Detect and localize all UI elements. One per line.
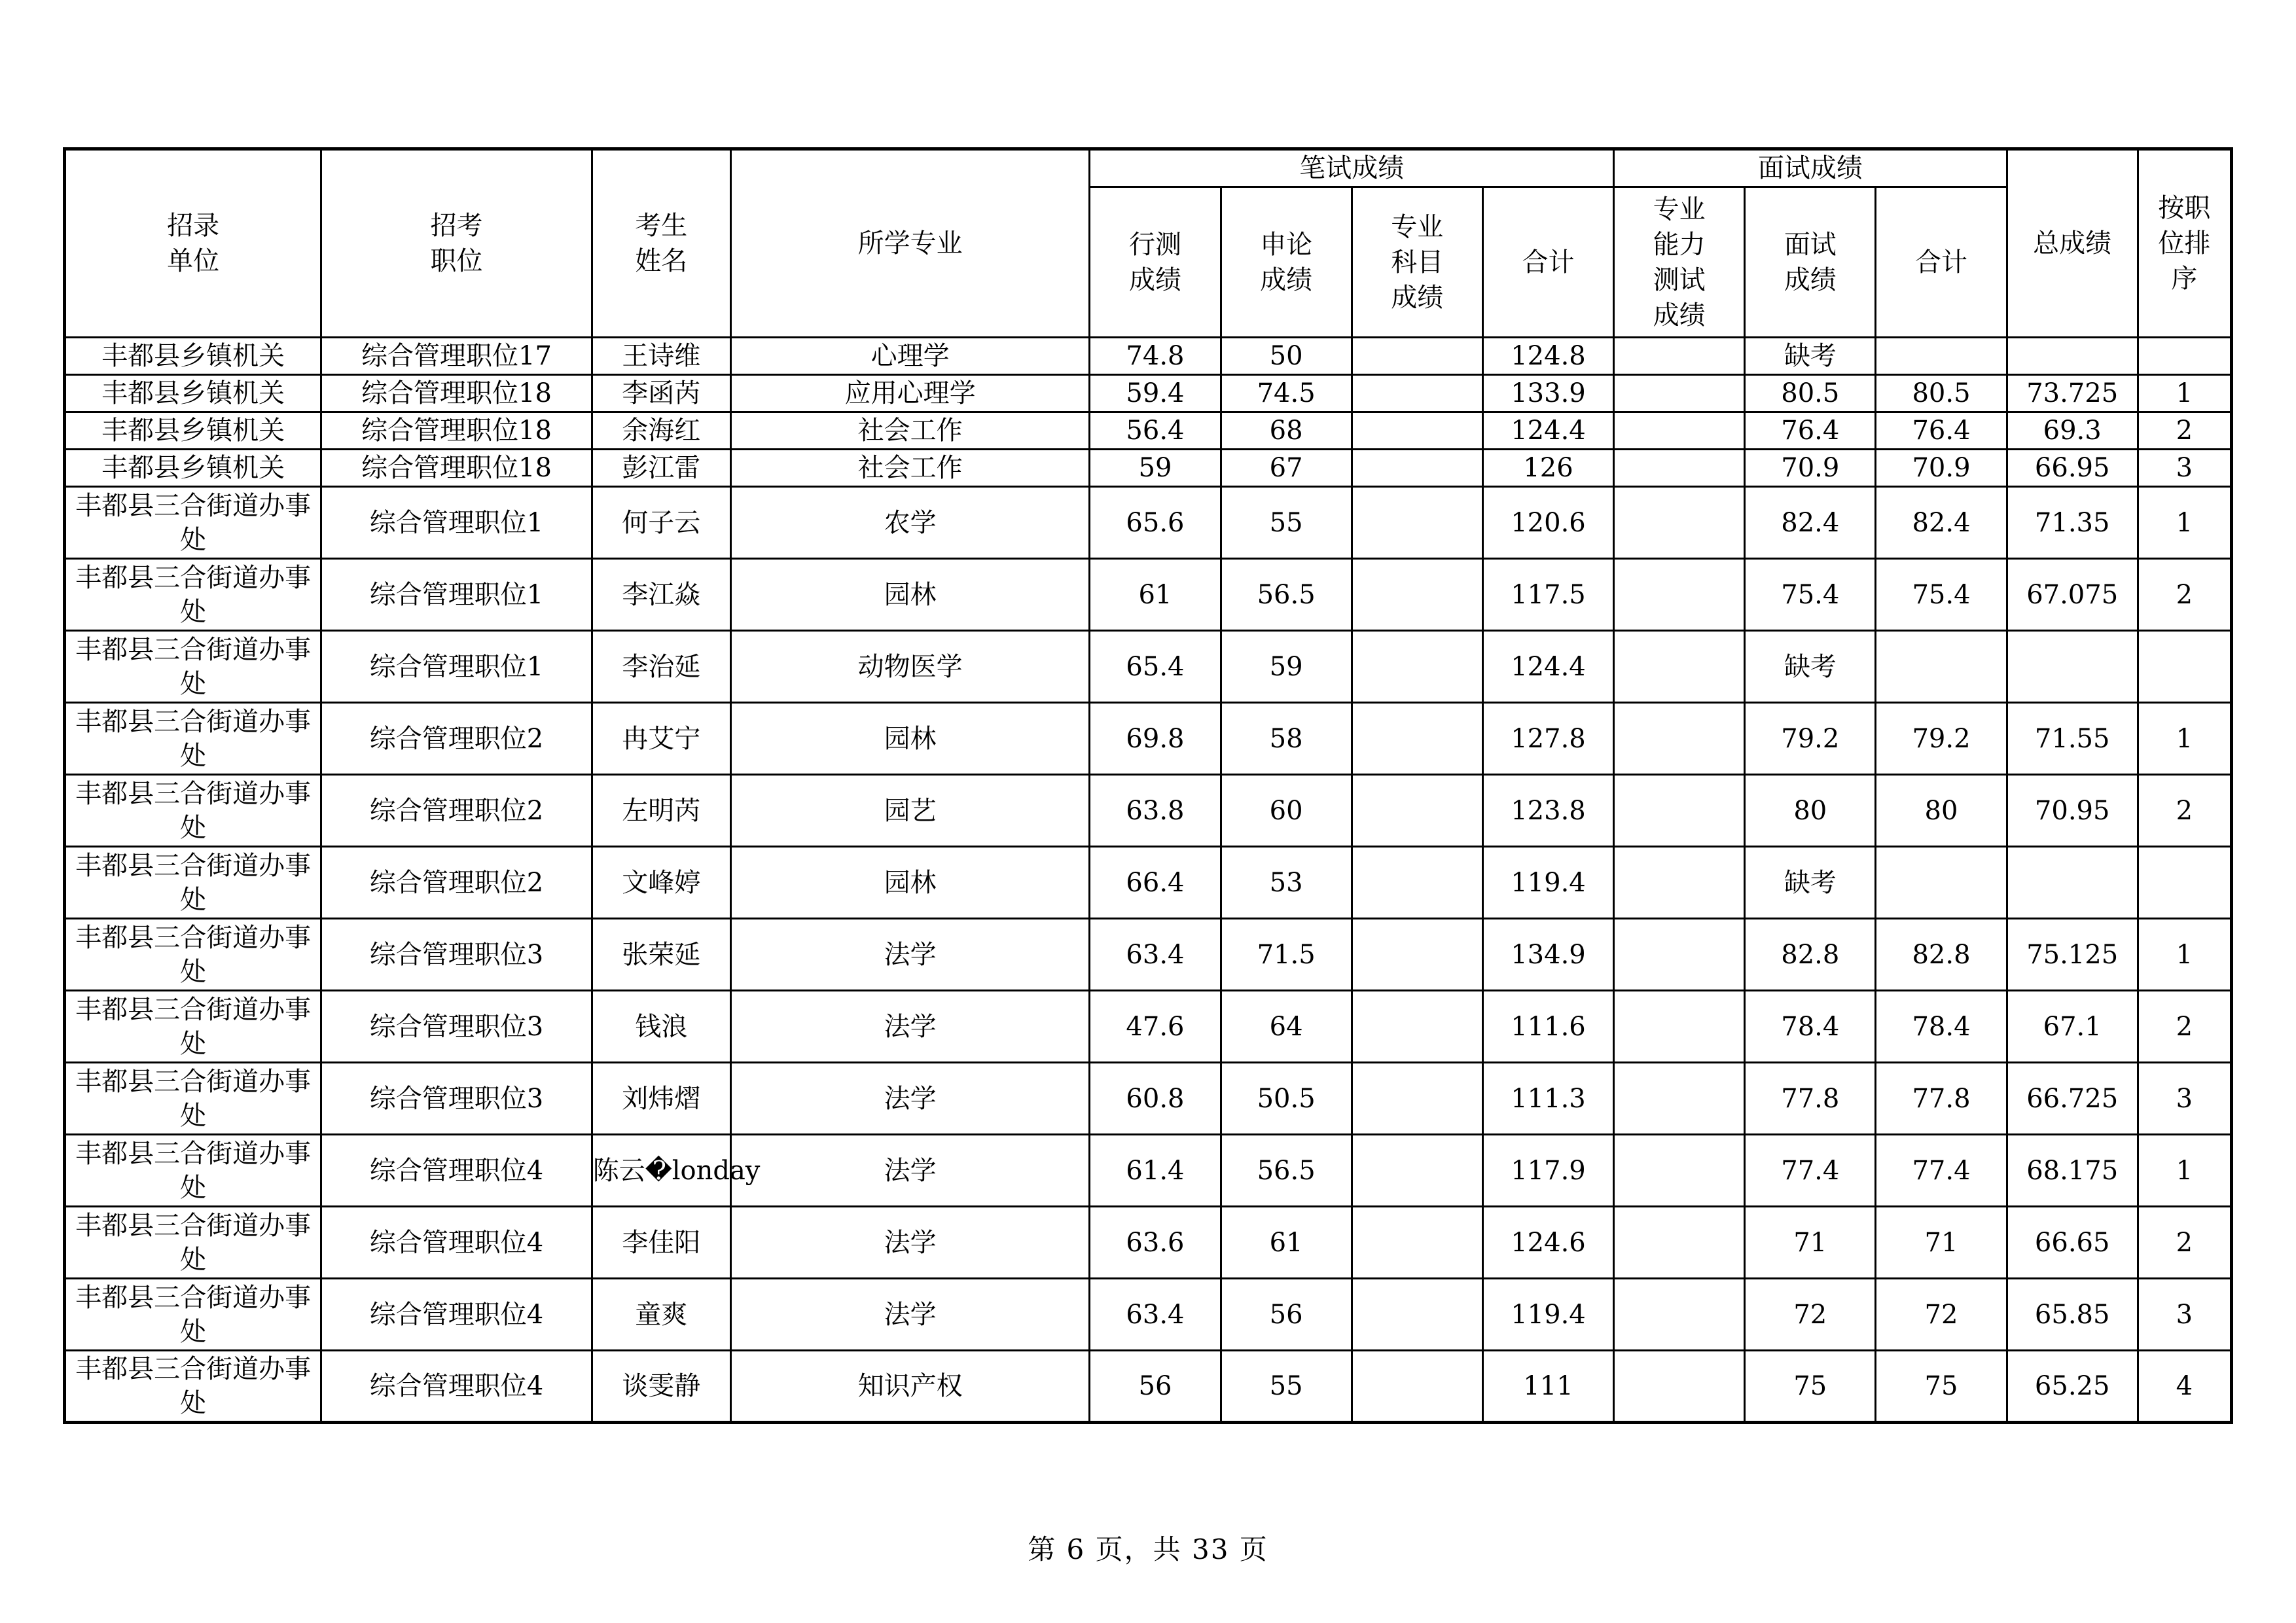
cell-position: 综合管理职位4 xyxy=(321,1279,592,1351)
cell-xingce: 60.8 xyxy=(1090,1063,1221,1135)
cell-shenlun: 55 xyxy=(1221,1351,1352,1423)
cell-total: 75.125 xyxy=(2007,919,2138,991)
cell-total: 66.725 xyxy=(2007,1063,2138,1135)
page-footer: 第 6 页，共 33 页 xyxy=(1028,1533,1268,1565)
cell-major: 法学 xyxy=(730,1207,1089,1279)
cell-rank xyxy=(2138,631,2231,703)
table-row xyxy=(65,375,2232,412)
cell-ability xyxy=(1614,1135,1745,1207)
cell-subject xyxy=(1352,1207,1482,1279)
header-rank: 按职 位排 序 xyxy=(2138,149,2231,338)
cell-major: 法学 xyxy=(730,1063,1089,1135)
cell-name: 钱浪 xyxy=(592,991,730,1063)
cell-shenlun: 58 xyxy=(1221,703,1352,775)
cell-xingce: 74.8 xyxy=(1090,338,1221,375)
cell-xingce: 65.4 xyxy=(1090,631,1221,703)
cell-major: 法学 xyxy=(730,919,1089,991)
cell-interview-total: 82.8 xyxy=(1876,919,2007,991)
cell-ability xyxy=(1614,450,1745,487)
cell-interview-score: 76.4 xyxy=(1745,412,1876,450)
cell-position: 综合管理职位3 xyxy=(321,919,592,991)
cell-unit: 丰都县三合街道办事处 xyxy=(65,1207,321,1279)
cell-ability xyxy=(1614,919,1745,991)
cell-ability xyxy=(1614,1351,1745,1423)
cell-shenlun: 60 xyxy=(1221,775,1352,847)
cell-ability xyxy=(1614,1063,1745,1135)
cell-ability xyxy=(1614,375,1745,412)
table-row xyxy=(65,487,2232,559)
cell-subject xyxy=(1352,450,1482,487)
cell-rank: 3 xyxy=(2138,1063,2231,1135)
table-row xyxy=(65,559,2232,631)
cell-ability xyxy=(1614,412,1745,450)
cell-unit: 丰都县三合街道办事处 xyxy=(65,1279,321,1351)
cell-name: 冉艾宁 xyxy=(592,703,730,775)
cell-name: 张荣延 xyxy=(592,919,730,991)
cell-xingce: 65.6 xyxy=(1090,487,1221,559)
header-position: 招考 职位 xyxy=(321,149,592,338)
cell-subject xyxy=(1352,412,1482,450)
cell-interview-score: 71 xyxy=(1745,1207,1876,1279)
cell-subject xyxy=(1352,631,1482,703)
cell-xingce: 63.8 xyxy=(1090,775,1221,847)
cell-rank: 4 xyxy=(2138,1351,2231,1423)
cell-rank: 2 xyxy=(2138,991,2231,1063)
cell-major: 农学 xyxy=(730,487,1089,559)
cell-major: 动物医学 xyxy=(730,631,1089,703)
cell-subject xyxy=(1352,775,1482,847)
cell-major: 法学 xyxy=(730,1135,1089,1207)
cell-position: 综合管理职位3 xyxy=(321,991,592,1063)
header-interview-group: 面试成绩 xyxy=(1614,149,2007,187)
cell-name: 李治延 xyxy=(592,631,730,703)
cell-interview-total: 80.5 xyxy=(1876,375,2007,412)
cell-ability xyxy=(1614,559,1745,631)
cell-name: 陈云�londay xyxy=(592,1135,730,1207)
cell-rank: 2 xyxy=(2138,775,2231,847)
table-row xyxy=(65,631,2232,703)
cell-rank: 2 xyxy=(2138,1207,2231,1279)
cell-major: 社会工作 xyxy=(730,450,1089,487)
cell-subject xyxy=(1352,559,1482,631)
cell-position: 综合管理职位3 xyxy=(321,1063,592,1135)
cell-interview-total: 71 xyxy=(1876,1207,2007,1279)
header-shenlun: 申论 成绩 xyxy=(1221,187,1352,338)
header-interview-score: 面试 成绩 xyxy=(1745,187,1876,338)
cell-name: 李佳阳 xyxy=(592,1207,730,1279)
cell-name: 童爽 xyxy=(592,1279,730,1351)
cell-xingce: 69.8 xyxy=(1090,703,1221,775)
header-name: 考生 姓名 xyxy=(592,149,730,338)
cell-total: 67.1 xyxy=(2007,991,2138,1063)
cell-interview-total: 77.4 xyxy=(1876,1135,2007,1207)
cell-shenlun: 68 xyxy=(1221,412,1352,450)
cell-total: 65.85 xyxy=(2007,1279,2138,1351)
cell-written-total: 111.3 xyxy=(1482,1063,1613,1135)
cell-shenlun: 64 xyxy=(1221,991,1352,1063)
cell-subject xyxy=(1352,703,1482,775)
cell-total: 69.3 xyxy=(2007,412,2138,450)
cell-ability xyxy=(1614,703,1745,775)
cell-written-total: 124.6 xyxy=(1482,1207,1613,1279)
cell-xingce: 56.4 xyxy=(1090,412,1221,450)
cell-interview-total: 75.4 xyxy=(1876,559,2007,631)
cell-position: 综合管理职位2 xyxy=(321,703,592,775)
header-xingce: 行测 成绩 xyxy=(1090,187,1221,338)
cell-rank: 3 xyxy=(2138,450,2231,487)
cell-rank: 1 xyxy=(2138,375,2231,412)
cell-interview-score: 82.4 xyxy=(1745,487,1876,559)
cell-unit: 丰都县乡镇机关 xyxy=(65,375,321,412)
cell-major: 园艺 xyxy=(730,775,1089,847)
cell-total: 73.725 xyxy=(2007,375,2138,412)
cell-position: 综合管理职位4 xyxy=(321,1207,592,1279)
cell-interview-score: 75.4 xyxy=(1745,559,1876,631)
cell-position: 综合管理职位2 xyxy=(321,775,592,847)
score-table xyxy=(63,147,2233,1424)
cell-interview-total xyxy=(1876,338,2007,375)
cell-rank: 1 xyxy=(2138,919,2231,991)
cell-interview-score: 缺考 xyxy=(1745,338,1876,375)
cell-unit: 丰都县三合街道办事处 xyxy=(65,487,321,559)
cell-xingce: 66.4 xyxy=(1090,847,1221,919)
cell-shenlun: 55 xyxy=(1221,487,1352,559)
cell-interview-score: 72 xyxy=(1745,1279,1876,1351)
table-row xyxy=(65,1351,2232,1423)
cell-interview-total: 70.9 xyxy=(1876,450,2007,487)
cell-xingce: 47.6 xyxy=(1090,991,1221,1063)
cell-interview-total: 80 xyxy=(1876,775,2007,847)
cell-written-total: 119.4 xyxy=(1482,1279,1613,1351)
cell-shenlun: 50 xyxy=(1221,338,1352,375)
cell-unit: 丰都县三合街道办事处 xyxy=(65,1351,321,1423)
cell-interview-score: 77.8 xyxy=(1745,1063,1876,1135)
cell-written-total: 111.6 xyxy=(1482,991,1613,1063)
cell-written-total: 123.8 xyxy=(1482,775,1613,847)
cell-interview-total: 77.8 xyxy=(1876,1063,2007,1135)
cell-ability xyxy=(1614,338,1745,375)
cell-subject xyxy=(1352,919,1482,991)
cell-xingce: 61.4 xyxy=(1090,1135,1221,1207)
cell-major: 应用心理学 xyxy=(730,375,1089,412)
cell-interview-score: 82.8 xyxy=(1745,919,1876,991)
table-row xyxy=(65,775,2232,847)
cell-written-total: 134.9 xyxy=(1482,919,1613,991)
cell-unit: 丰都县三合街道办事处 xyxy=(65,991,321,1063)
cell-shenlun: 56.5 xyxy=(1221,1135,1352,1207)
cell-xingce: 56 xyxy=(1090,1351,1221,1423)
cell-interview-total: 76.4 xyxy=(1876,412,2007,450)
cell-total: 66.65 xyxy=(2007,1207,2138,1279)
cell-subject xyxy=(1352,338,1482,375)
cell-total xyxy=(2007,631,2138,703)
cell-interview-total: 75 xyxy=(1876,1351,2007,1423)
cell-xingce: 63.6 xyxy=(1090,1207,1221,1279)
cell-interview-score: 78.4 xyxy=(1745,991,1876,1063)
table-row xyxy=(65,412,2232,450)
cell-xingce: 61 xyxy=(1090,559,1221,631)
cell-subject xyxy=(1352,1063,1482,1135)
cell-ability xyxy=(1614,631,1745,703)
cell-subject xyxy=(1352,1279,1482,1351)
cell-written-total: 111 xyxy=(1482,1351,1613,1423)
cell-name: 彭江雷 xyxy=(592,450,730,487)
cell-total xyxy=(2007,338,2138,375)
cell-written-total: 119.4 xyxy=(1482,847,1613,919)
header-subject: 专业 科目 成绩 xyxy=(1352,187,1482,338)
cell-name: 何子云 xyxy=(592,487,730,559)
cell-rank: 1 xyxy=(2138,703,2231,775)
cell-interview-score: 75 xyxy=(1745,1351,1876,1423)
cell-rank xyxy=(2138,847,2231,919)
cell-interview-score: 缺考 xyxy=(1745,631,1876,703)
cell-unit: 丰都县三合街道办事处 xyxy=(65,1063,321,1135)
cell-xingce: 59.4 xyxy=(1090,375,1221,412)
score-body xyxy=(65,338,2232,1423)
cell-position: 综合管理职位4 xyxy=(321,1351,592,1423)
cell-interview-total: 82.4 xyxy=(1876,487,2007,559)
cell-major: 社会工作 xyxy=(730,412,1089,450)
cell-subject xyxy=(1352,847,1482,919)
cell-name: 刘炜熠 xyxy=(592,1063,730,1135)
header-interview-total: 合计 xyxy=(1876,187,2007,338)
cell-interview-score: 缺考 xyxy=(1745,847,1876,919)
cell-interview-score: 77.4 xyxy=(1745,1135,1876,1207)
cell-total: 65.25 xyxy=(2007,1351,2138,1423)
cell-shenlun: 67 xyxy=(1221,450,1352,487)
cell-name: 王诗维 xyxy=(592,338,730,375)
cell-subject xyxy=(1352,1351,1482,1423)
cell-shenlun: 56.5 xyxy=(1221,559,1352,631)
cell-subject xyxy=(1352,991,1482,1063)
cell-interview-score: 80.5 xyxy=(1745,375,1876,412)
cell-name: 左明芮 xyxy=(592,775,730,847)
cell-total: 68.175 xyxy=(2007,1135,2138,1207)
table-row xyxy=(65,919,2232,991)
cell-ability xyxy=(1614,991,1745,1063)
table-row xyxy=(65,1063,2232,1135)
cell-interview-score: 80 xyxy=(1745,775,1876,847)
cell-rank: 3 xyxy=(2138,1279,2231,1351)
header-total: 总成绩 xyxy=(2007,149,2138,338)
cell-interview-total xyxy=(1876,631,2007,703)
cell-position: 综合管理职位18 xyxy=(321,412,592,450)
header-ability: 专业 能力 测试 成绩 xyxy=(1614,187,1745,338)
cell-name: 文峰婷 xyxy=(592,847,730,919)
table-row xyxy=(65,991,2232,1063)
cell-unit: 丰都县乡镇机关 xyxy=(65,338,321,375)
cell-position: 综合管理职位17 xyxy=(321,338,592,375)
cell-name: 李江焱 xyxy=(592,559,730,631)
cell-written-total: 127.8 xyxy=(1482,703,1613,775)
cell-total: 71.55 xyxy=(2007,703,2138,775)
cell-unit: 丰都县三合街道办事处 xyxy=(65,847,321,919)
cell-shenlun: 50.5 xyxy=(1221,1063,1352,1135)
table-row xyxy=(65,338,2232,375)
cell-ability xyxy=(1614,487,1745,559)
cell-unit: 丰都县三合街道办事处 xyxy=(65,631,321,703)
cell-shenlun: 71.5 xyxy=(1221,919,1352,991)
cell-unit: 丰都县乡镇机关 xyxy=(65,412,321,450)
cell-unit: 丰都县三合街道办事处 xyxy=(65,775,321,847)
cell-unit: 丰都县三合街道办事处 xyxy=(65,559,321,631)
cell-xingce: 63.4 xyxy=(1090,919,1221,991)
cell-interview-total: 79.2 xyxy=(1876,703,2007,775)
header-major: 所学专业 xyxy=(730,149,1089,338)
cell-total: 66.95 xyxy=(2007,450,2138,487)
cell-written-total: 133.9 xyxy=(1482,375,1613,412)
cell-written-total: 124.8 xyxy=(1482,338,1613,375)
table-row xyxy=(65,1279,2232,1351)
cell-interview-score: 70.9 xyxy=(1745,450,1876,487)
cell-position: 综合管理职位18 xyxy=(321,450,592,487)
table-row xyxy=(65,1135,2232,1207)
cell-major: 知识产权 xyxy=(730,1351,1089,1423)
cell-major: 园林 xyxy=(730,703,1089,775)
cell-major: 园林 xyxy=(730,559,1089,631)
cell-unit: 丰都县三合街道办事处 xyxy=(65,1135,321,1207)
cell-ability xyxy=(1614,1207,1745,1279)
cell-position: 综合管理职位4 xyxy=(321,1135,592,1207)
cell-name: 余海红 xyxy=(592,412,730,450)
cell-interview-total xyxy=(1876,847,2007,919)
cell-rank: 1 xyxy=(2138,487,2231,559)
cell-total: 70.95 xyxy=(2007,775,2138,847)
cell-written-total: 124.4 xyxy=(1482,631,1613,703)
cell-unit: 丰都县三合街道办事处 xyxy=(65,919,321,991)
table-row xyxy=(65,1207,2232,1279)
cell-interview-total: 78.4 xyxy=(1876,991,2007,1063)
cell-shenlun: 61 xyxy=(1221,1207,1352,1279)
cell-ability xyxy=(1614,775,1745,847)
cell-shenlun: 56 xyxy=(1221,1279,1352,1351)
cell-name: 李函芮 xyxy=(592,375,730,412)
cell-position: 综合管理职位1 xyxy=(321,487,592,559)
cell-unit: 丰都县三合街道办事处 xyxy=(65,703,321,775)
cell-interview-score: 79.2 xyxy=(1745,703,1876,775)
cell-position: 综合管理职位1 xyxy=(321,559,592,631)
cell-unit: 丰都县乡镇机关 xyxy=(65,450,321,487)
cell-position: 综合管理职位1 xyxy=(321,631,592,703)
cell-major: 法学 xyxy=(730,1279,1089,1351)
cell-rank xyxy=(2138,338,2231,375)
cell-xingce: 59 xyxy=(1090,450,1221,487)
header-written-total: 合计 xyxy=(1482,187,1613,338)
cell-subject xyxy=(1352,487,1482,559)
cell-ability xyxy=(1614,847,1745,919)
cell-xingce: 63.4 xyxy=(1090,1279,1221,1351)
cell-position: 综合管理职位18 xyxy=(321,375,592,412)
cell-written-total: 120.6 xyxy=(1482,487,1613,559)
table-row xyxy=(65,847,2232,919)
table-row xyxy=(65,703,2232,775)
table-row xyxy=(65,450,2232,487)
cell-shenlun: 59 xyxy=(1221,631,1352,703)
cell-major: 心理学 xyxy=(730,338,1089,375)
cell-rank: 2 xyxy=(2138,559,2231,631)
cell-rank: 1 xyxy=(2138,1135,2231,1207)
cell-name: 谈雯静 xyxy=(592,1351,730,1423)
cell-shenlun: 74.5 xyxy=(1221,375,1352,412)
cell-ability xyxy=(1614,1279,1745,1351)
cell-rank: 2 xyxy=(2138,412,2231,450)
cell-written-total: 117.9 xyxy=(1482,1135,1613,1207)
cell-major: 法学 xyxy=(730,991,1089,1063)
cell-total xyxy=(2007,847,2138,919)
header-written-group: 笔试成绩 xyxy=(1090,149,1614,187)
cell-subject xyxy=(1352,1135,1482,1207)
cell-interview-total: 72 xyxy=(1876,1279,2007,1351)
cell-total: 67.075 xyxy=(2007,559,2138,631)
cell-position: 综合管理职位2 xyxy=(321,847,592,919)
cell-shenlun: 53 xyxy=(1221,847,1352,919)
cell-written-total: 126 xyxy=(1482,450,1613,487)
cell-written-total: 124.4 xyxy=(1482,412,1613,450)
cell-major: 园林 xyxy=(730,847,1089,919)
header-unit: 招录 单位 xyxy=(65,149,321,338)
cell-written-total: 117.5 xyxy=(1482,559,1613,631)
cell-total: 71.35 xyxy=(2007,487,2138,559)
cell-subject xyxy=(1352,375,1482,412)
